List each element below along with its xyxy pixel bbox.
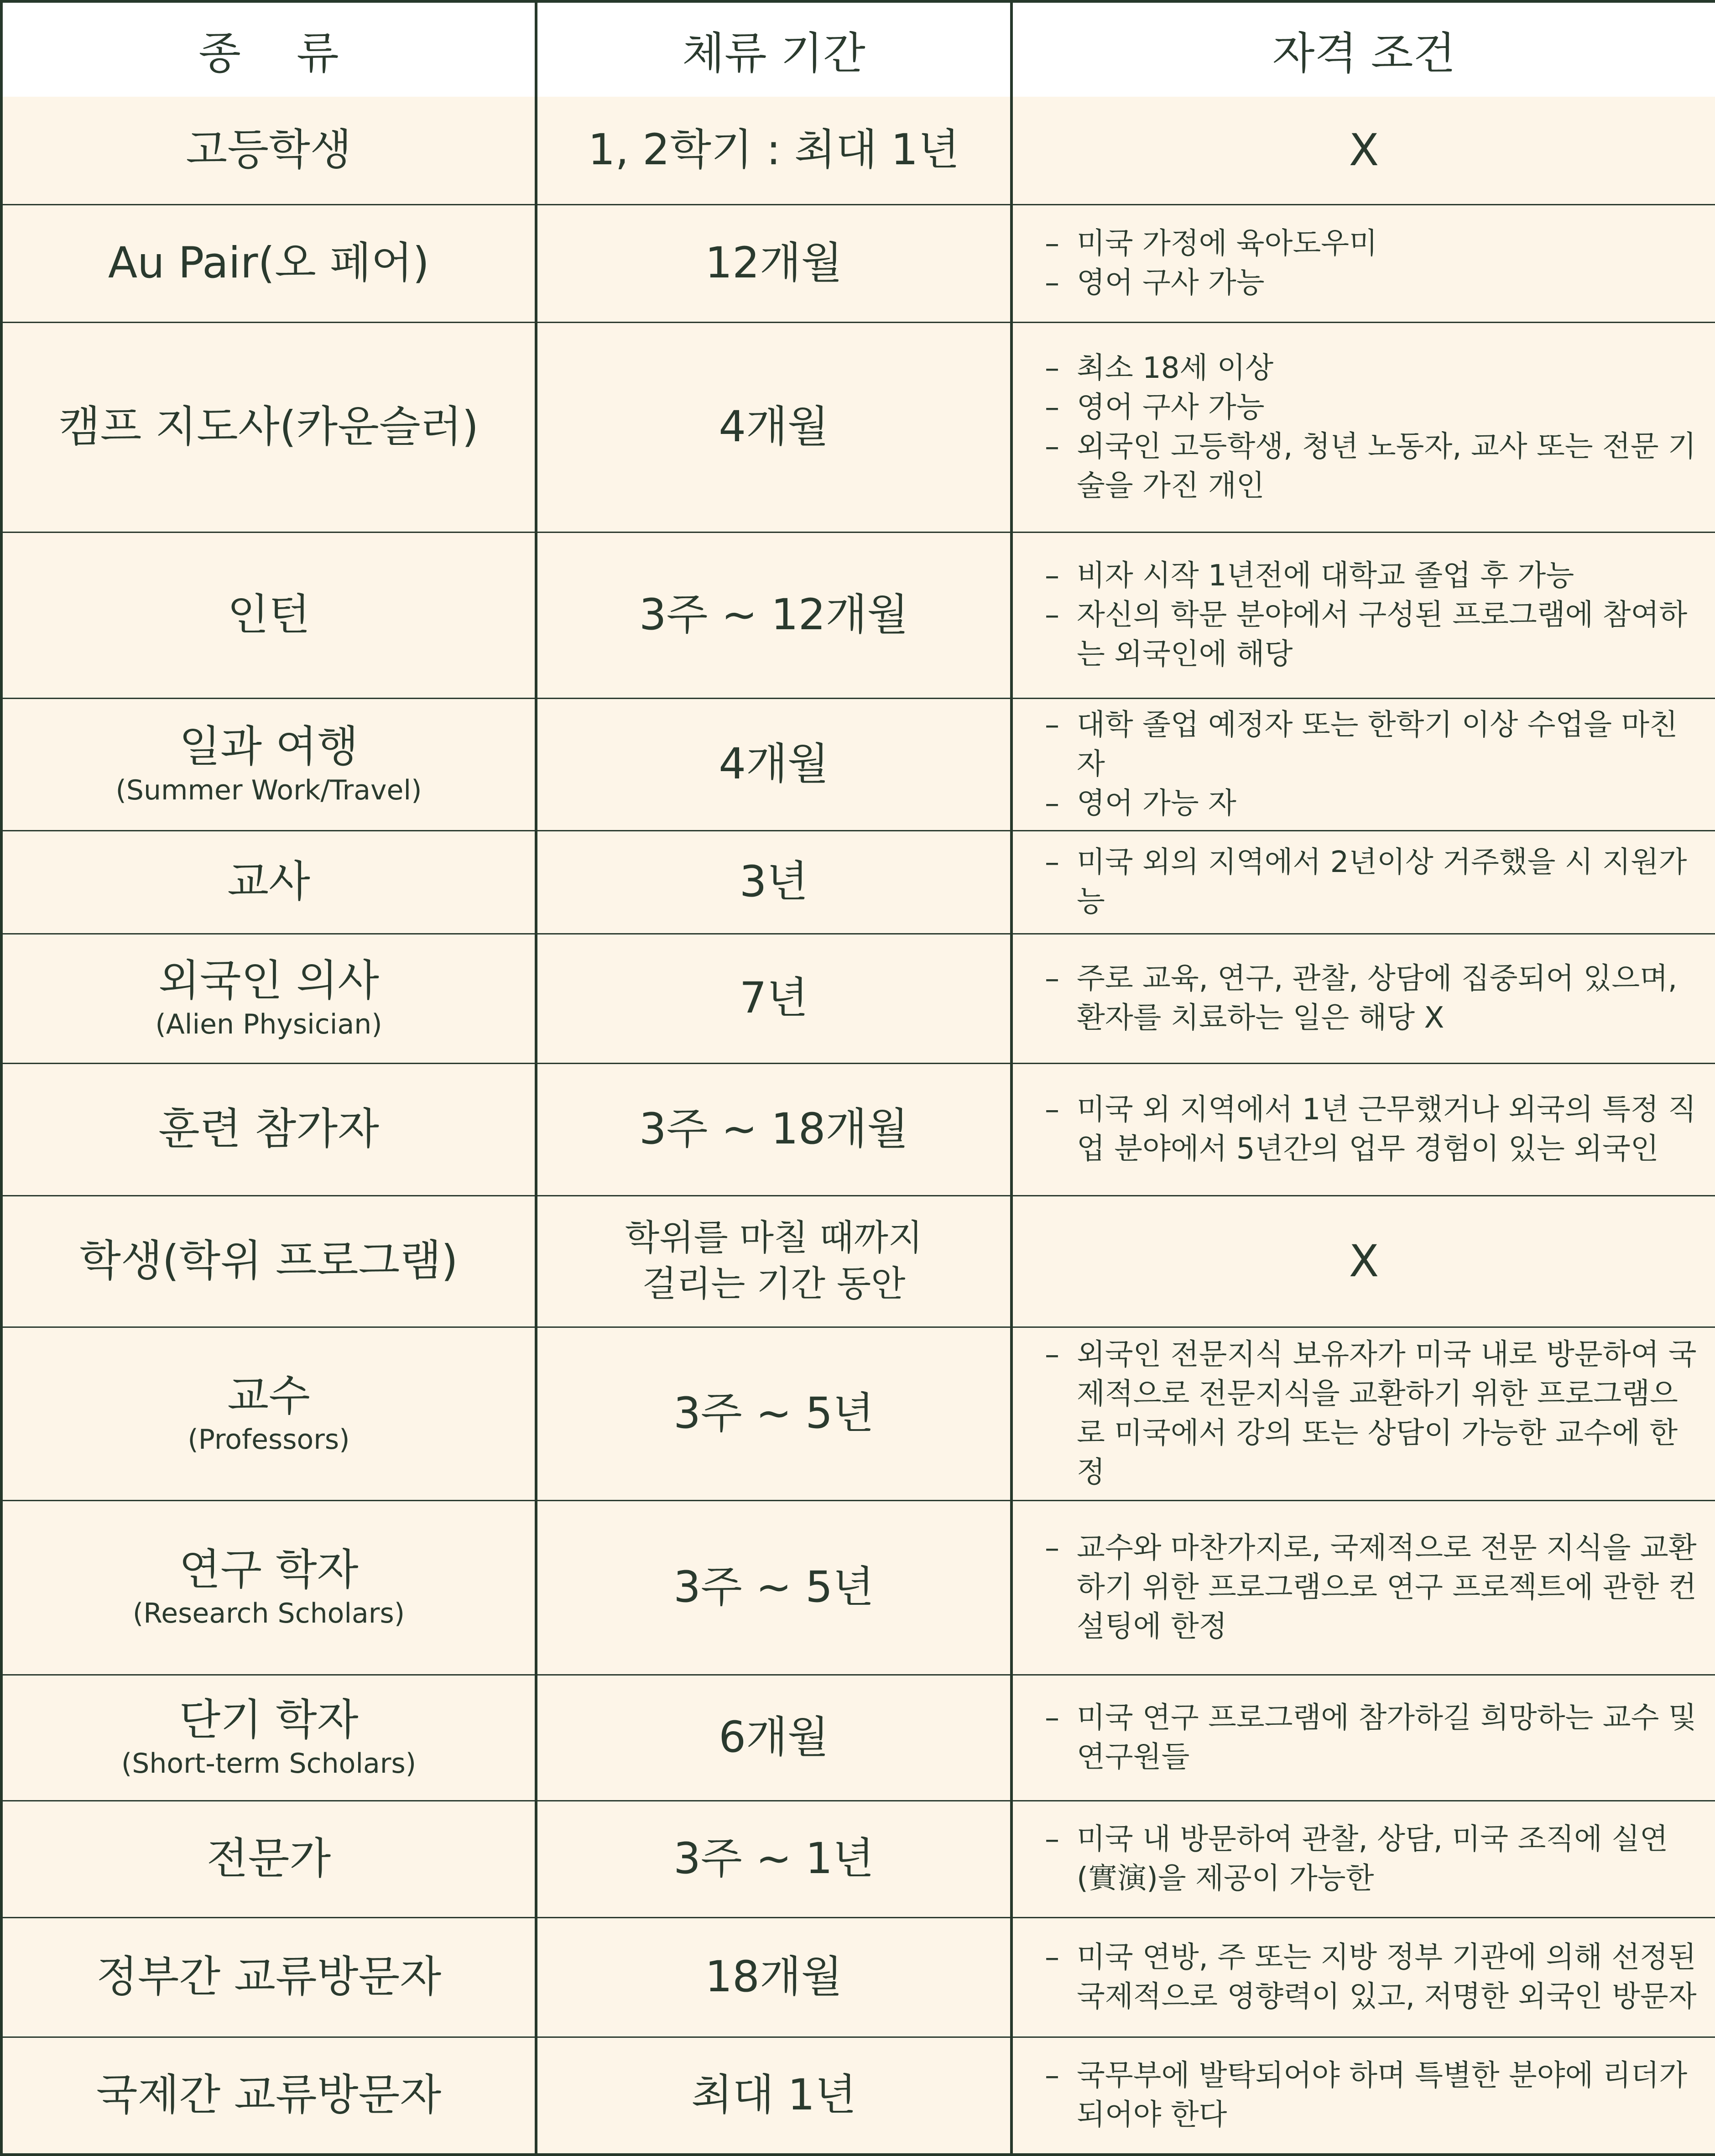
stay-period-text: 6개월 [719, 1712, 829, 1762]
requirements-cell [1011, 1500, 1715, 1675]
stay-period-cell [536, 532, 1011, 698]
requirements-list [1013, 1090, 1715, 1169]
requirements-cell [1011, 532, 1715, 698]
visa-type-cell [1, 698, 536, 830]
stay-period-cell [536, 1063, 1011, 1195]
requirements-list [1013, 1938, 1715, 2016]
header-requirements: 자격 조건 [1011, 1, 1715, 97]
stay-period-text: 최대 1년 [691, 2070, 857, 2120]
visa-type-name: 일과 여행 [179, 721, 359, 772]
stay-period-text: 1, 2학기 : 최대 1년 [588, 125, 960, 175]
visa-type-name: Au Pair(오 페어) [108, 238, 430, 288]
visa-type-name: 국제간 교류방문자 [96, 2070, 442, 2120]
table-row [1, 1195, 1715, 1327]
stay-period-cell [536, 1195, 1011, 1327]
requirement-item: – 영어 가능 자 [1045, 784, 1697, 823]
requirements-list [1013, 1820, 1715, 1898]
requirement-item: – 미국 외의 지역에서 2년이상 거주했을 시 지원가능 [1045, 843, 1697, 921]
visa-type-name: 외국인 의사 [158, 955, 379, 1006]
stay-period-cell [536, 698, 1011, 830]
requirements-cell [1011, 1675, 1715, 1801]
requirements-cell [1011, 1063, 1715, 1195]
stay-period-cell [536, 1801, 1011, 1917]
table-row [1, 322, 1715, 532]
visa-type-cell [1, 1675, 536, 1801]
visa-type-name: 정부간 교류방문자 [96, 1952, 442, 2002]
stay-period-cell [536, 322, 1011, 532]
stay-period-text: 12개월 [705, 238, 843, 288]
requirement-item: – 주로 교육, 연구, 관찰, 상담에 집중되어 있으며, 환자를 치료하는 일은 해당 X [1045, 959, 1697, 1038]
requirements-cell [1011, 1917, 1715, 2037]
visa-type-cell [1, 1801, 536, 1917]
header-row [1, 1, 1715, 97]
table-row [1, 1675, 1715, 1801]
requirements-list [1013, 2056, 1715, 2135]
visa-type-english-name: (Professors) [188, 1424, 350, 1456]
table-row [1, 934, 1715, 1063]
visa-type-cell [1, 322, 536, 532]
requirement-item: – 미국 외 지역에서 1년 근무했거나 외국의 특정 직업 분야에서 5년간의 업무 경험이 있는 외국인 [1045, 1090, 1697, 1169]
stay-period-cell [536, 1917, 1011, 2037]
requirement-item: – 미국 연방, 주 또는 지방 정부 기관에 의해 선정된 국제적으로 영향력이 있고, 저명한 외국인 방문자 [1045, 1938, 1697, 2016]
stay-period-text: 3년 [739, 856, 808, 907]
requirements-list [1013, 705, 1715, 823]
visa-type-english-name: (Short-term Scholars) [121, 1748, 417, 1780]
stay-period-text: 3주 ~ 18개월 [639, 1104, 909, 1154]
stay-period-cell [536, 1327, 1011, 1500]
visa-type-cell [1, 934, 536, 1063]
table-row [1, 532, 1715, 698]
visa-type-name: 캠프 지도사(카운슬러) [58, 402, 479, 452]
table-row [1, 97, 1715, 204]
visa-type-cell [1, 2037, 536, 2155]
table-row [1, 698, 1715, 830]
stay-period-cell [536, 934, 1011, 1063]
requirement-none: X [1349, 1236, 1379, 1287]
table-row [1, 204, 1715, 322]
visa-type-cell [1, 1195, 536, 1327]
requirement-item: – 영어 구사 가능 [1045, 263, 1697, 303]
stay-period-cell [536, 1675, 1011, 1801]
requirements-list [1013, 556, 1715, 674]
requirement-item: – 미국 가정에 육아도우미 [1045, 224, 1697, 263]
requirements-list [1013, 349, 1715, 506]
visa-type-english-name: (Alien Physician) [155, 1008, 382, 1041]
stay-period-text: 7년 [739, 973, 808, 1023]
requirement-item: – 외국인 전문지식 보유자가 미국 내로 방문하여 국제적으로 전문지식을 교환하기 위한 프로그램으로 미국에서 강의 또는 상담이 가능한 교수에 한정 [1045, 1335, 1697, 1492]
visa-type-name: 전문가 [206, 1833, 331, 1884]
requirements-list [1013, 959, 1715, 1038]
stay-period-text: 3주 ~ 1년 [673, 1833, 874, 1884]
table-row [1, 2037, 1715, 2155]
visa-type-cell [1, 1327, 536, 1500]
requirement-item: – 미국 내 방문하여 관찰, 상담, 미국 조직에 실연(實演)을 제공이 가능한 [1045, 1820, 1697, 1898]
visa-type-cell [1, 830, 536, 934]
requirements-list [1013, 1335, 1715, 1492]
table-row [1, 1801, 1715, 1917]
requirement-item: – 최소 18세 이상 [1045, 349, 1697, 388]
requirements-list [1013, 1529, 1715, 1646]
stay-period-text: 3주 ~ 5년 [673, 1562, 874, 1612]
table-body [1, 97, 1715, 2155]
requirement-item: – 영어 구사 가능 [1045, 388, 1697, 427]
visa-type-name: 학생(학위 프로그램) [79, 1236, 458, 1286]
stay-period-text: 4개월 [719, 402, 829, 452]
visa-type-name: 훈련 참가자 [158, 1104, 379, 1154]
stay-period-cell [536, 97, 1011, 204]
visa-type-cell [1, 1063, 536, 1195]
stay-period-cell [536, 1500, 1011, 1675]
requirements-cell [1011, 1327, 1715, 1500]
stay-period-text: 3주 ~ 12개월 [639, 590, 909, 640]
requirement-item: – 대학 졸업 예정자 또는 한학기 이상 수업을 마친 자 [1045, 705, 1697, 784]
visa-type-name: 교사 [227, 856, 310, 907]
visa-type-name: 인턴 [227, 590, 310, 640]
stay-period-text: 18개월 [705, 1952, 843, 2002]
requirements-cell [1011, 830, 1715, 934]
requirement-none: X [1349, 125, 1379, 176]
requirement-item: – 외국인 고등학생, 청년 노동자, 교사 또는 전문 기술을 가진 개인 [1045, 427, 1697, 506]
visa-type-cell [1, 532, 536, 698]
visa-type-name: 고등학생 [186, 125, 352, 175]
requirements-cell [1011, 204, 1715, 322]
requirement-item: – 비자 시작 1년전에 대학교 졸업 후 가능 [1045, 556, 1697, 595]
requirements-list [1013, 224, 1715, 303]
requirement-item: – 자신의 학문 분야에서 구성된 프로그램에 참여하는 외국인에 해당 [1045, 595, 1697, 674]
stay-period-cell [536, 2037, 1011, 2155]
stay-period-cell [536, 830, 1011, 934]
visa-type-english-name: (Summer Work/Travel) [115, 774, 422, 807]
requirements-cell [1011, 1801, 1715, 1917]
visa-type-name: 연구 학자 [179, 1545, 359, 1595]
requirements-cell [1011, 1195, 1715, 1327]
requirements-cell [1011, 322, 1715, 532]
table-row [1, 1917, 1715, 2037]
visa-type-cell [1, 204, 536, 322]
visa-type-name: 단기 학자 [179, 1695, 359, 1745]
stay-period-text: 4개월 [719, 739, 829, 789]
requirements-list [1013, 843, 1715, 921]
visa-type-name: 교수 [227, 1371, 310, 1421]
requirements-cell [1011, 2037, 1715, 2155]
requirements-list [1013, 1698, 1715, 1777]
requirements-cell [1011, 698, 1715, 830]
table-row [1, 1063, 1715, 1195]
table-row [1, 1327, 1715, 1500]
requirement-item: – 국무부에 발탁되어야 하며 특별한 분야에 리더가 되어야 한다 [1045, 2056, 1697, 2135]
table-row [1, 830, 1715, 934]
requirements-cell [1011, 97, 1715, 204]
requirements-cell [1011, 934, 1715, 1063]
header-period: 체류 기간 [536, 1, 1011, 97]
stay-period-text: 학위를 마칠 때까지 걸리는 기간 동안 [625, 1217, 923, 1305]
visa-type-cell [1, 97, 536, 204]
requirement-item: – 미국 연구 프로그램에 참가하길 희망하는 교수 및 연구원들 [1045, 1698, 1697, 1777]
header-type: 종 류 [1, 1, 536, 97]
visa-type-english-name: (Research Scholars) [132, 1597, 405, 1630]
stay-period-text: 3주 ~ 5년 [673, 1388, 874, 1438]
requirement-item: – 교수와 마찬가지로, 국제적으로 전문 지식을 교환하기 위한 프로그램으로 연구 프로젝트에 관한 컨설팅에 한정 [1045, 1529, 1697, 1646]
visa-type-cell [1, 1917, 536, 2037]
table-row [1, 1500, 1715, 1675]
visa-type-cell [1, 1500, 536, 1675]
stay-period-cell [536, 204, 1011, 322]
